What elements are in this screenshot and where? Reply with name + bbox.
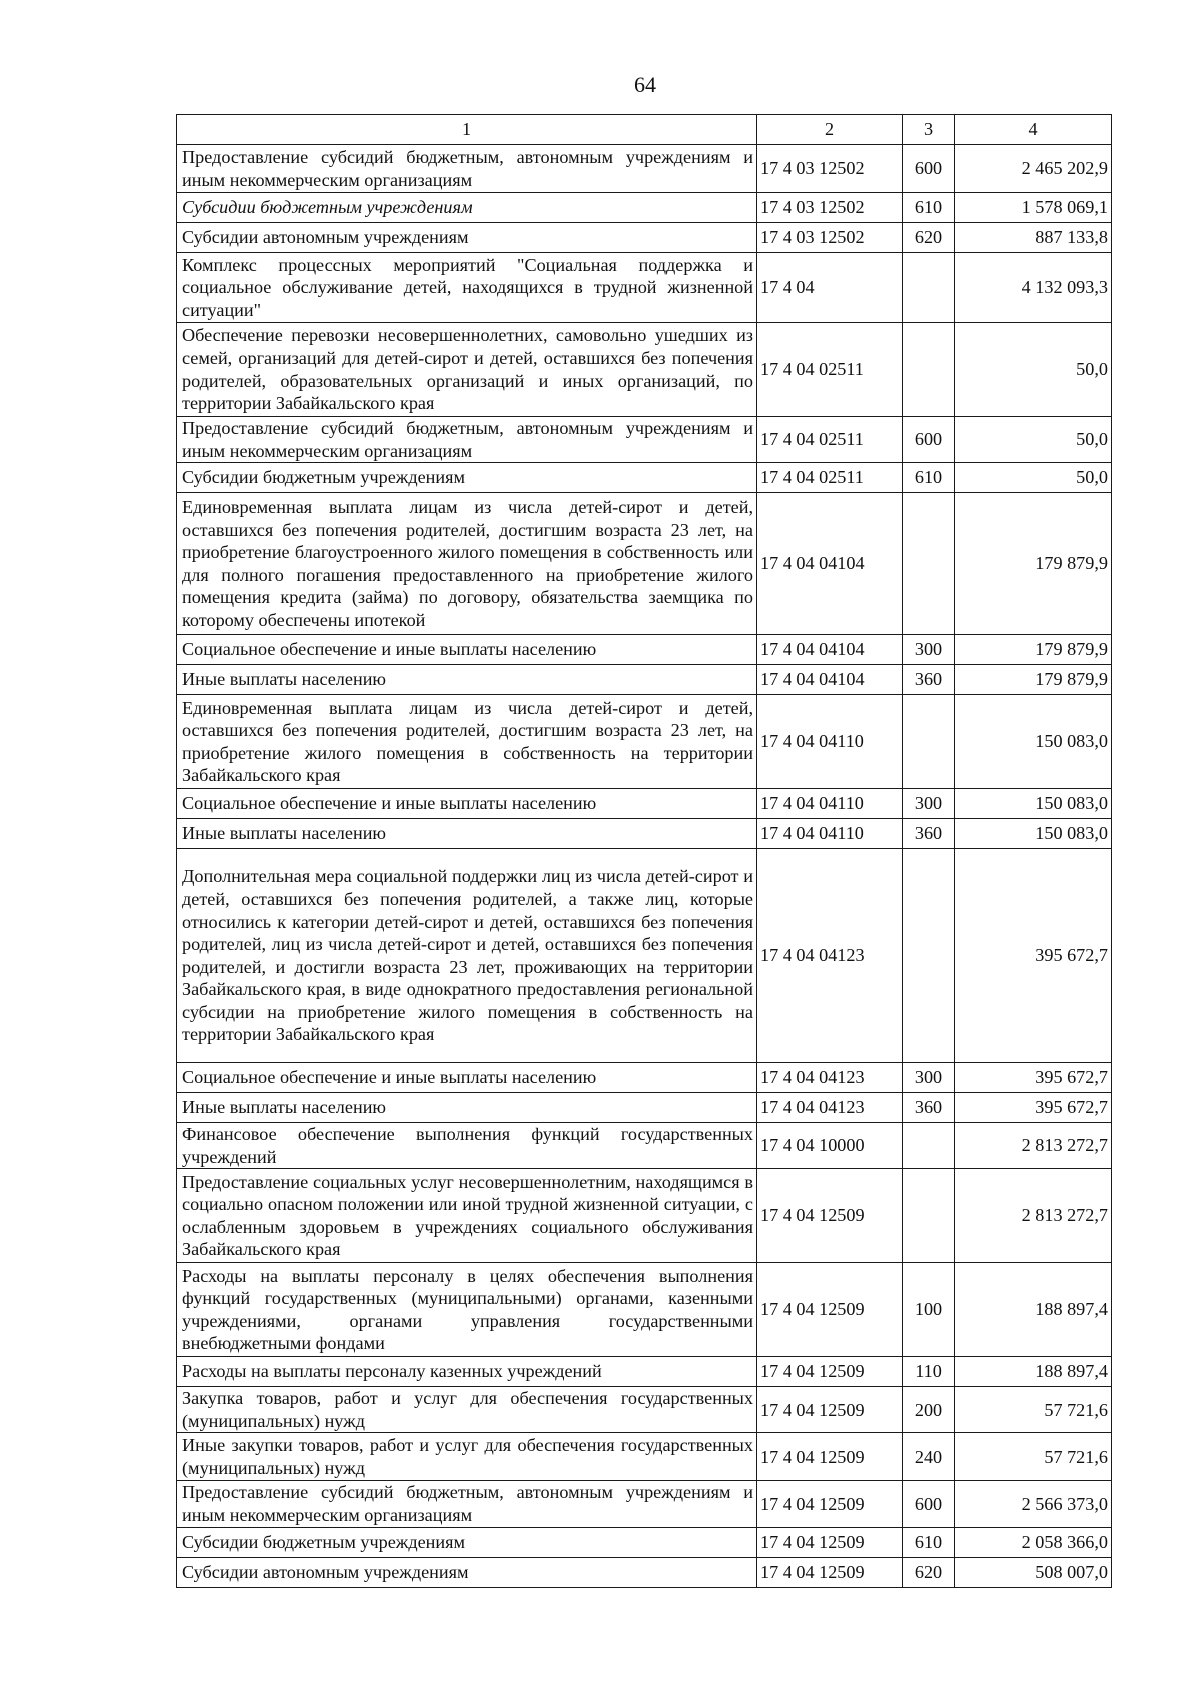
budget-table bbox=[176, 114, 1112, 1588]
row-sum-cell: 50,0 bbox=[955, 323, 1112, 417]
row-type-cell: 610 bbox=[903, 1527, 955, 1557]
row-code-cell: 17 4 04 04123 bbox=[757, 1093, 903, 1123]
row-type-cell bbox=[903, 323, 955, 417]
row-sum-cell: 179 879,9 bbox=[955, 665, 1112, 695]
row-sum-cell: 57 721,6 bbox=[955, 1433, 1112, 1481]
row-code-cell: 17 4 04 12509 bbox=[757, 1357, 903, 1387]
row-sum-cell: 179 879,9 bbox=[955, 635, 1112, 665]
row-type-cell: 610 bbox=[903, 193, 955, 223]
row-sum-cell: 2 813 272,7 bbox=[955, 1169, 1112, 1263]
row-type-cell bbox=[903, 695, 955, 789]
table-row bbox=[177, 1263, 1112, 1357]
row-name-cell: Предоставление субсидий бюджетным, автономным учреждениям и иным некоммерческим организациям bbox=[177, 417, 757, 463]
row-type-cell: 200 bbox=[903, 1387, 955, 1433]
row-name-cell: Субсидии бюджетным учреждениям bbox=[177, 193, 757, 223]
table-row bbox=[177, 1169, 1112, 1263]
row-sum-cell: 2 465 202,9 bbox=[955, 145, 1112, 193]
table-row bbox=[177, 1357, 1112, 1387]
row-sum-cell: 508 007,0 bbox=[955, 1557, 1112, 1587]
row-code-cell: 17 4 04 04104 bbox=[757, 635, 903, 665]
row-code-cell: 17 4 04 12509 bbox=[757, 1387, 903, 1433]
row-type-cell: 300 bbox=[903, 789, 955, 819]
row-code-cell: 17 4 04 04123 bbox=[757, 849, 903, 1063]
row-sum-cell: 179 879,9 bbox=[955, 493, 1112, 635]
header-cell-3: 3 bbox=[903, 115, 955, 145]
table-row bbox=[177, 1123, 1112, 1169]
row-sum-cell: 150 083,0 bbox=[955, 789, 1112, 819]
row-type-cell bbox=[903, 253, 955, 323]
page-number: 64 bbox=[634, 72, 656, 97]
row-type-cell: 600 bbox=[903, 417, 955, 463]
row-code-cell: 17 4 04 02511 bbox=[757, 417, 903, 463]
table-row bbox=[177, 463, 1112, 493]
row-code-cell: 17 4 04 04104 bbox=[757, 493, 903, 635]
row-type-cell bbox=[903, 493, 955, 635]
row-name-cell: Социальное обеспечение и иные выплаты населению bbox=[177, 1063, 757, 1093]
row-name-cell: Предоставление субсидий бюджетным, автономным учреждениям и иным некоммерческим организациям bbox=[177, 145, 757, 193]
table-row bbox=[177, 223, 1112, 253]
row-sum-cell: 2 566 373,0 bbox=[955, 1481, 1112, 1527]
table-row bbox=[177, 493, 1112, 635]
row-code-cell: 17 4 04 12509 bbox=[757, 1169, 903, 1263]
row-name-cell: Единовременная выплата лицам из числа детей-сирот и детей, оставшихся без попечения родителей, достигшим возраста 23 лет, на приобретение жилого помещения в собственность на территории Забайкальского края bbox=[177, 695, 757, 789]
row-type-cell: 240 bbox=[903, 1433, 955, 1481]
row-code-cell: 17 4 04 12509 bbox=[757, 1557, 903, 1587]
row-type-cell bbox=[903, 1123, 955, 1169]
row-sum-cell: 2 813 272,7 bbox=[955, 1123, 1112, 1169]
row-name-cell: Иные выплаты населению bbox=[177, 665, 757, 695]
row-name-cell: Расходы на выплаты персоналу казенных учреждений bbox=[177, 1357, 757, 1387]
table-row bbox=[177, 849, 1112, 1063]
table-row bbox=[177, 323, 1112, 417]
row-type-cell: 600 bbox=[903, 145, 955, 193]
table-row bbox=[177, 1527, 1112, 1557]
row-code-cell: 17 4 04 04110 bbox=[757, 695, 903, 789]
row-type-cell bbox=[903, 1169, 955, 1263]
row-sum-cell: 57 721,6 bbox=[955, 1387, 1112, 1433]
row-type-cell: 300 bbox=[903, 1063, 955, 1093]
row-name-cell: Субсидии автономным учреждениям bbox=[177, 1557, 757, 1587]
row-type-cell: 100 bbox=[903, 1263, 955, 1357]
header-cell-4: 4 bbox=[955, 115, 1112, 145]
row-type-cell bbox=[903, 849, 955, 1063]
header-cell-1: 1 bbox=[177, 115, 757, 145]
row-type-cell: 360 bbox=[903, 819, 955, 849]
row-type-cell: 620 bbox=[903, 223, 955, 253]
row-sum-cell: 887 133,8 bbox=[955, 223, 1112, 253]
row-name-cell: Закупка товаров, работ и услуг для обеспечения государственных (муниципальных) нужд bbox=[177, 1387, 757, 1433]
row-code-cell: 17 4 04 12509 bbox=[757, 1481, 903, 1527]
row-sum-cell: 2 058 366,0 bbox=[955, 1527, 1112, 1557]
row-sum-cell: 50,0 bbox=[955, 463, 1112, 493]
row-sum-cell: 4 132 093,3 bbox=[955, 253, 1112, 323]
row-code-cell: 17 4 04 04104 bbox=[757, 665, 903, 695]
table-row bbox=[177, 789, 1112, 819]
row-code-cell: 17 4 04 10000 bbox=[757, 1123, 903, 1169]
row-type-cell: 610 bbox=[903, 463, 955, 493]
row-sum-cell: 150 083,0 bbox=[955, 819, 1112, 849]
row-code-cell: 17 4 03 12502 bbox=[757, 223, 903, 253]
table-row bbox=[177, 1063, 1112, 1093]
row-type-cell: 300 bbox=[903, 635, 955, 665]
header-cell-2: 2 bbox=[757, 115, 903, 145]
row-name-cell: Финансовое обеспечение выполнения функций государственных учреждений bbox=[177, 1123, 757, 1169]
row-code-cell: 17 4 03 12502 bbox=[757, 145, 903, 193]
table-row bbox=[177, 635, 1112, 665]
table-row bbox=[177, 1481, 1112, 1527]
table-row bbox=[177, 1387, 1112, 1433]
row-code-cell: 17 4 04 04123 bbox=[757, 1063, 903, 1093]
table-row bbox=[177, 253, 1112, 323]
row-type-cell: 360 bbox=[903, 1093, 955, 1123]
table-row bbox=[177, 1557, 1112, 1587]
row-type-cell: 620 bbox=[903, 1557, 955, 1587]
table-header-row bbox=[177, 115, 1112, 145]
row-name-cell: Обеспечение перевозки несовершеннолетних, самовольно ушедших из семей, организаций для детей-сирот и детей, оставшихся без попечения родителей, образовательных организаций и иных организаций, по территории Забайкальского края bbox=[177, 323, 757, 417]
row-name-cell: Субсидии бюджетным учреждениям bbox=[177, 1527, 757, 1557]
row-type-cell: 600 bbox=[903, 1481, 955, 1527]
row-code-cell: 17 4 04 02511 bbox=[757, 463, 903, 493]
row-type-cell: 110 bbox=[903, 1357, 955, 1387]
row-name-cell: Комплекс процессных мероприятий "Социальная поддержка и социальное обслуживание детей, находящихся в трудной жизненной ситуации" bbox=[177, 253, 757, 323]
table-row bbox=[177, 145, 1112, 193]
row-code-cell: 17 4 04 12509 bbox=[757, 1263, 903, 1357]
row-sum-cell: 50,0 bbox=[955, 417, 1112, 463]
row-name-cell: Единовременная выплата лицам из числа детей-сирот и детей, оставшихся без попечения родителей, достигшим возраста 23 лет, на приобретение благоустроенного жилого помещения в собственность или для полного погашения предоставленного на приобретение жилого помещения кредита (займа) по договору, обязательства заемщика по которому обеспечены ипотекой bbox=[177, 493, 757, 635]
row-sum-cell: 395 672,7 bbox=[955, 1063, 1112, 1093]
table-row bbox=[177, 819, 1112, 849]
row-code-cell: 17 4 04 04110 bbox=[757, 819, 903, 849]
table-row bbox=[177, 1433, 1112, 1481]
row-type-cell: 360 bbox=[903, 665, 955, 695]
row-name-cell: Расходы на выплаты персоналу в целях обеспечения выполнения функций государственных (муниципальными) органами, казенными учреждениями, органами управления государственными внебюджетными фондами bbox=[177, 1263, 757, 1357]
row-name-cell: Дополнительная мера социальной поддержки лиц из числа детей-сирот и детей, оставшихся без попечения родителей, а также лиц, которые относились к категории детей-сирот и детей, оставшихся без попечения родителей, лиц из числа детей-сирот и детей, оставшихся без попечения родителей, и достигли возраста 23 лет, проживающих на территории Забайкальского края, в виде однократного предоставления региональной субсидии на приобретение жилого помещения в собственность на территории Забайкальского края bbox=[177, 849, 757, 1063]
row-name-cell: Предоставление социальных услуг несовершеннолетним, находящимся в социально опасном положении или иной трудной жизненной ситуации, с ослабленным здоровьем в учреждениях социального обслуживания Забайкальского края bbox=[177, 1169, 757, 1263]
row-name-cell: Иные закупки товаров, работ и услуг для обеспечения государственных (муниципальных) нужд bbox=[177, 1433, 757, 1481]
row-name-cell: Социальное обеспечение и иные выплаты населению bbox=[177, 635, 757, 665]
row-name-cell: Предоставление субсидий бюджетным, автономным учреждениям и иным некоммерческим организациям bbox=[177, 1481, 757, 1527]
table-row bbox=[177, 417, 1112, 463]
row-name-cell: Субсидии автономным учреждениям bbox=[177, 223, 757, 253]
row-sum-cell: 188 897,4 bbox=[955, 1357, 1112, 1387]
row-sum-cell: 150 083,0 bbox=[955, 695, 1112, 789]
row-name-cell: Субсидии бюджетным учреждениям bbox=[177, 463, 757, 493]
row-sum-cell: 395 672,7 bbox=[955, 849, 1112, 1063]
row-code-cell: 17 4 04 12509 bbox=[757, 1527, 903, 1557]
row-code-cell: 17 4 03 12502 bbox=[757, 193, 903, 223]
row-sum-cell: 188 897,4 bbox=[955, 1263, 1112, 1357]
row-code-cell: 17 4 04 bbox=[757, 253, 903, 323]
table-row bbox=[177, 665, 1112, 695]
row-code-cell: 17 4 04 02511 bbox=[757, 323, 903, 417]
row-name-cell: Социальное обеспечение и иные выплаты населению bbox=[177, 789, 757, 819]
table-row bbox=[177, 1093, 1112, 1123]
row-code-cell: 17 4 04 12509 bbox=[757, 1433, 903, 1481]
row-code-cell: 17 4 04 04110 bbox=[757, 789, 903, 819]
row-sum-cell: 395 672,7 bbox=[955, 1093, 1112, 1123]
row-name-cell: Иные выплаты населению bbox=[177, 819, 757, 849]
table-row bbox=[177, 193, 1112, 223]
table-row bbox=[177, 695, 1112, 789]
row-sum-cell: 1 578 069,1 bbox=[955, 193, 1112, 223]
row-name-cell: Иные выплаты населению bbox=[177, 1093, 757, 1123]
